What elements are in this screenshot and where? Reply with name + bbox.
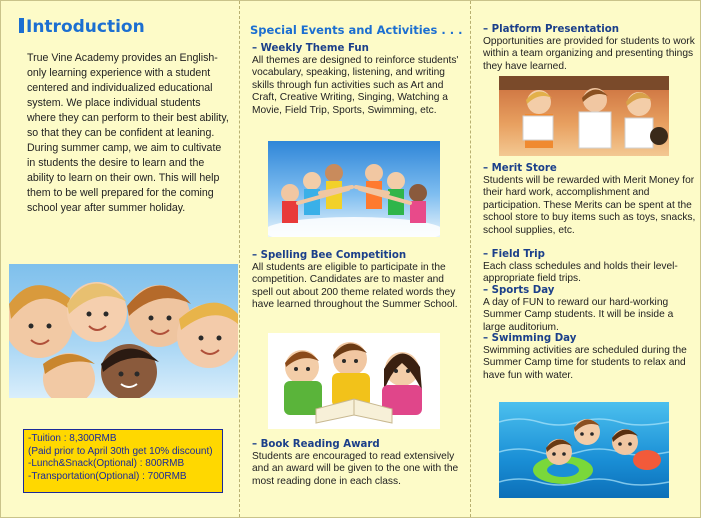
section-body: A day of FUN to reward our hard-working Summer Camp students. It will be inside a large auditorium. bbox=[483, 297, 674, 333]
kids-presentation-photo bbox=[499, 76, 669, 156]
pricing-discount: (Paid prior to April 30th get 10% discount) bbox=[28, 445, 213, 457]
kids-swimming-illustration bbox=[499, 402, 669, 498]
section-platform-presentation bbox=[483, 24, 697, 73]
section-body: Each class schedules and holds their level-appropriate field trips. bbox=[483, 261, 678, 285]
section-title: – Spelling Bee Competition bbox=[252, 250, 407, 261]
section-swimming-day bbox=[483, 333, 697, 382]
section-sports-day bbox=[483, 285, 697, 334]
pricing-transportation: -Transportation(Optional) : 700RMB bbox=[28, 470, 187, 482]
section-title: – Weekly Theme Fun bbox=[252, 43, 369, 54]
section-title: – Platform Presentation bbox=[483, 24, 619, 35]
intro-column bbox=[1, 1, 239, 517]
section-body: All students are eligible to participate in the competition. Candidates are to master and spell out about 200 theme related words they have learned throughout the Summer School. bbox=[252, 262, 458, 311]
section-title: – Book Reading Award bbox=[252, 439, 380, 450]
section-weekly-theme bbox=[252, 43, 464, 117]
section-spelling-bee bbox=[252, 250, 464, 312]
activities-column bbox=[470, 1, 701, 517]
kids-reading-illustration bbox=[268, 333, 440, 429]
section-field-trip bbox=[483, 249, 697, 286]
intro-body: True Vine Academy provides an English-only learning experience with a student centered and individualized educational system. We place individual students where they can perform to their best ability, so that they can be confident at leaning. During summer camp, we aim to cultivate in students the desire to learn and the ability to learn on their own. This will help them to be well prepared for the coming school year after summer holiday. bbox=[27, 52, 229, 214]
section-body: All themes are designed to reinforce students' vocabulary, speaking, listening, and writing skills through fun activities such as Art and Craft, Creative Writing, Singing, Watching a Movie, Field Trip, Sports, Swimming, etc. bbox=[252, 55, 459, 116]
intro-heading bbox=[19, 17, 145, 37]
kids-reading-photo bbox=[268, 333, 440, 429]
section-body: Students will be rewarded with Merit Money for their hard work, accomplishment and participation. These Merits can be spent at the school store to buy items such as toys, snacks, school supplies, etc. bbox=[483, 175, 696, 236]
section-body: Opportunities are provided for students to work within a team organizing and presenting things they have learned. bbox=[483, 36, 695, 72]
section-title: – Merit Store bbox=[483, 163, 557, 174]
kids-hands-in-illustration bbox=[268, 141, 440, 237]
section-merit-store bbox=[483, 163, 697, 237]
pricing-box bbox=[23, 429, 223, 493]
pricing-tuition: -Tuition : 8,300RMB bbox=[28, 433, 117, 444]
section-title: – Swimming Day bbox=[483, 333, 577, 344]
section-body: Students are encouraged to read extensively and an award will be given to the one with the most reading done in each class. bbox=[252, 451, 459, 487]
events-heading: Special Events and Activities . . . bbox=[250, 23, 463, 37]
heading-marker-icon bbox=[19, 18, 24, 33]
kids-hands-in-photo bbox=[268, 141, 440, 237]
events-column bbox=[239, 1, 470, 517]
section-body: Swimming activities are scheduled during the Summer Camp time for students to relax and have fun with water. bbox=[483, 345, 687, 381]
section-title: – Sports Day bbox=[483, 285, 555, 296]
pricing-lunch: -Lunch&Snack(Optional) : 800RMB bbox=[28, 458, 185, 469]
kids-swimming-photo bbox=[499, 402, 669, 498]
kids-huddle-photo bbox=[9, 264, 238, 398]
section-title: – Field Trip bbox=[483, 249, 545, 260]
kids-huddle-illustration bbox=[9, 264, 238, 398]
kids-presentation-illustration bbox=[499, 76, 669, 156]
section-book-reading bbox=[252, 439, 464, 488]
intro-heading-text: Introduction bbox=[26, 17, 145, 37]
